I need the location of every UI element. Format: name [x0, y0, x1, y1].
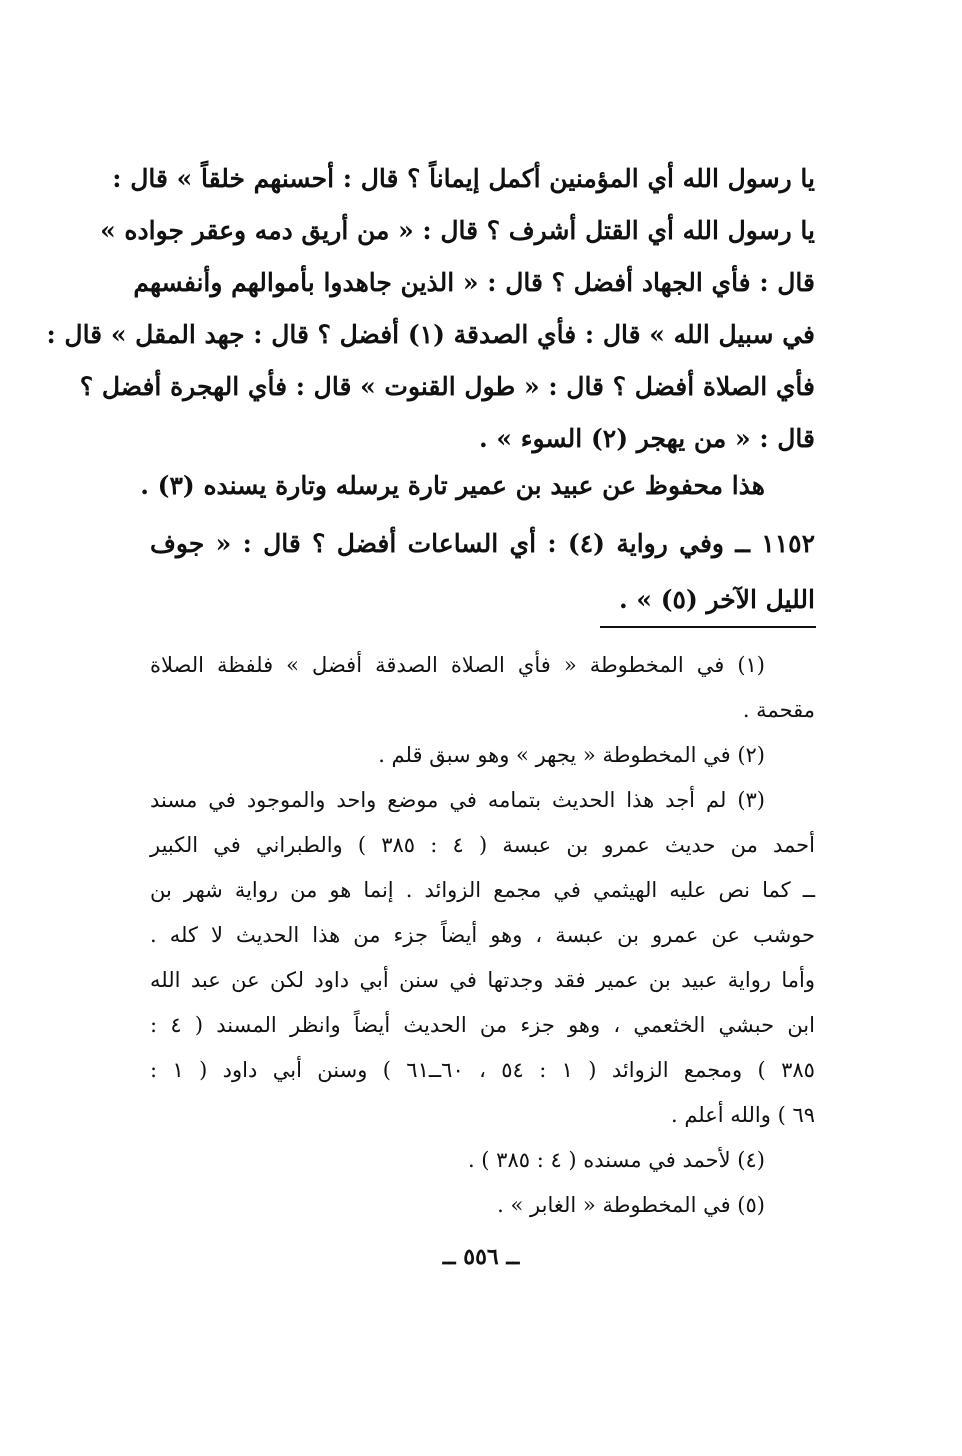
hadith-1152: [150, 516, 815, 628]
footnote-line: وأما رواية عبيد بن عمير فقد وجدتها في سنن أبي داود لكن عن عبد الله: [150, 968, 815, 992]
main-text-line: يا رسول الله أي القتل أشرف ؟ قال : « من أريق دمه وعقر جواده »: [100, 216, 815, 245]
page-number: ــ ٥٥٦ ــ: [442, 1244, 520, 1270]
footnote-line: مقحمة .: [742, 698, 815, 722]
footnote-line: ــ كما نص عليه الهيثمي في مجمع الزوائد . إنما هو من رواية شهر بن: [150, 878, 815, 902]
footnote-separator: [600, 626, 816, 628]
main-text-line: يا رسول الله أي المؤمنين أكمل إيماناً ؟ قال : أحسنهم خلقاً » قال :: [112, 164, 815, 193]
footnote-line: حوشب عن عمرو بن عبسة ، وهو أيضاً جزء من هذا الحديث لا كله .: [150, 923, 815, 947]
footnote-line: (٢) في المخطوطة « يجهر » وهو سبق قلم .: [378, 743, 765, 767]
main-text-line: في سبيل الله » قال : فأي الصدقة (١) أفضل ؟ قال : جهد المقل » قال :: [46, 320, 815, 349]
footnotes-block: [150, 643, 815, 1228]
footnote-line: ٣٨٥ ) ومجمع الزوائد ( ١ : ٥٤ ، ٦٠ــ٦١ ) وسنن أبي داود ( ١ :: [150, 1058, 815, 1082]
footnote-line: ٦٩ ) والله أعلم .: [670, 1103, 815, 1127]
footnote-line: (٤) لأحمد في مسنده ( ٤ : ٣٨٥ ) .: [467, 1148, 765, 1172]
note-paragraph-line: هذا محفوظ عن عبيد بن عمير تارة يرسله وتارة يسنده (٣) .: [140, 471, 765, 500]
main-text-block: [46, 153, 815, 465]
footnote-line: (١) في المخطوطة « فأي الصلاة الصدقة أفضل » فلفظة الصلاة: [150, 653, 765, 677]
hadith-line: ١١٥٢ ــ وفي رواية (٤) : أي الساعات أفضل ؟ قال : « جوف: [150, 529, 815, 558]
footnote-line: ابن حبشي الخثعمي ، وهو جزء من الحديث أيضاً وانظر المسند ( ٤ :: [150, 1013, 815, 1037]
footnote-line: (٥) في المخطوطة « الغابر » .: [497, 1193, 765, 1217]
hadith-line: الليل الآخر (٥) » .: [618, 585, 815, 614]
main-text-line: فأي الصلاة أفضل ؟ قال : « طول القنوت » قال : فأي الهجرة أفضل ؟: [79, 372, 815, 401]
footnote-line: أحمد من حديث عمرو بن عبسة ( ٤ : ٣٨٥ ) والطبراني في الكبير: [150, 833, 815, 857]
footnote-line: (٣) لم أجد هذا الحديث بتمامه في موضع واحد والموجود في مسند: [150, 788, 765, 812]
main-text-line: قال : فأي الجهاد أفضل ؟ قال : « الذين جاهدوا بأموالهم وأنفسهم: [133, 268, 815, 297]
main-text-line: قال : « من يهجر (٢) السوء » .: [478, 424, 815, 453]
note-paragraph: [140, 458, 815, 514]
